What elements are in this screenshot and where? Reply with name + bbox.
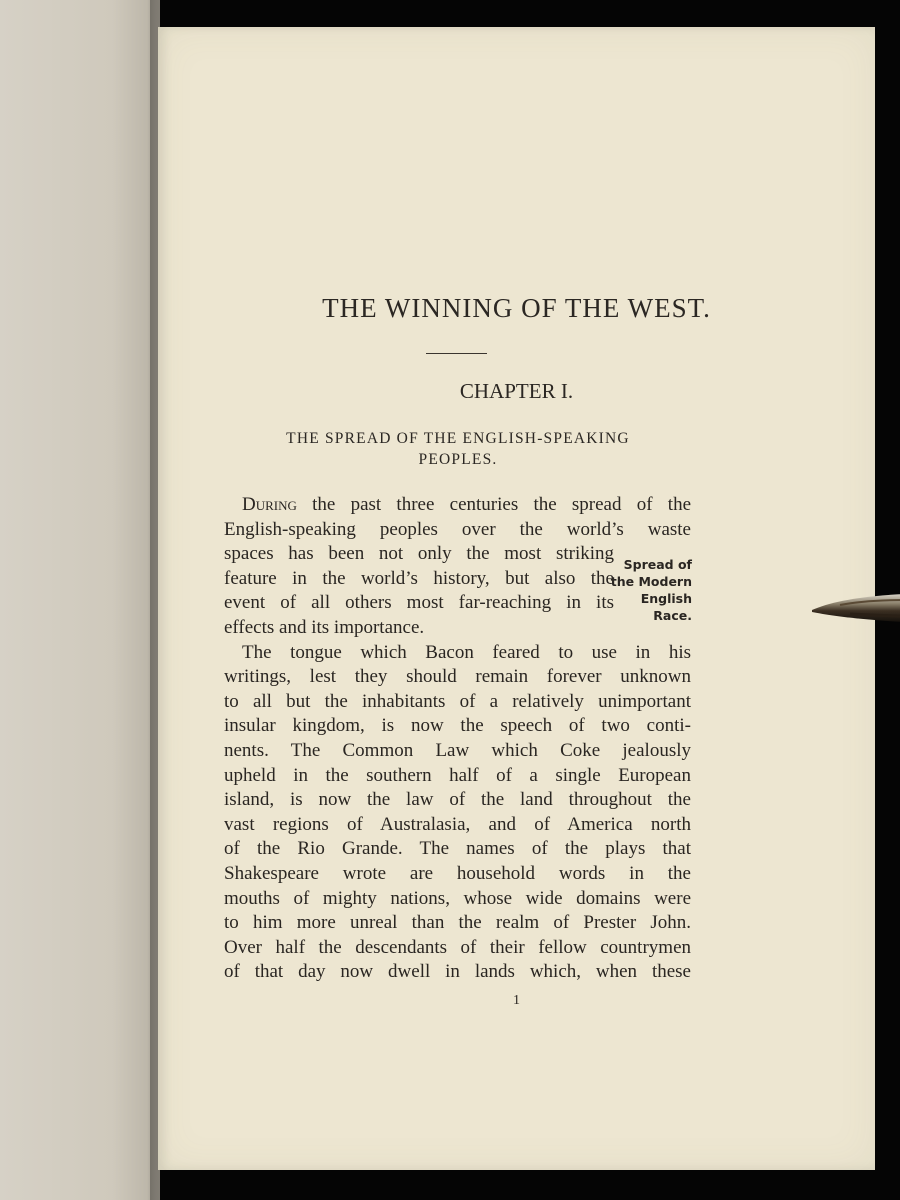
paragraph-2 [224, 641, 691, 985]
title-rule [426, 353, 487, 354]
text-line: writings, lest they should remain forever unknown [224, 666, 691, 688]
text-line: feature in the world’s history, but also the [224, 567, 614, 589]
text-line: The tongue which Bacon feared to use in his [242, 641, 691, 663]
previous-page-edge [0, 0, 160, 1200]
book-page [158, 27, 875, 1170]
text-line: insular kingdom, is now the speech of two conti- [224, 715, 691, 737]
text-line: to all but the inhabitants of a relatively unimportant [224, 690, 691, 712]
sidenote-line: English [640, 591, 692, 606]
text-line: upheld in the southern half of a single European [224, 764, 691, 786]
text-line: of the Rio Grande. The names of the plays that [224, 838, 691, 860]
text-line: English-speaking peoples over the world’s waste [224, 518, 691, 540]
book-title: THE WINNING OF THE WEST. [322, 293, 711, 323]
pen-pointer-icon [810, 588, 900, 628]
drop-word: During [242, 494, 297, 515]
text-line: effects and its importance. [224, 616, 425, 638]
chapter-heading: CHAPTER I. [459, 379, 574, 403]
text-line: Shakespeare wrote are household words in the [224, 862, 691, 884]
text-line: vast regions of Australasia, and of America north [224, 813, 691, 835]
sidenote-line: the Modern [610, 574, 692, 589]
margin-sidenote [606, 556, 692, 624]
chapter-title-line: THE SPREAD OF THE ENGLISH-SPEAKING [286, 430, 630, 447]
text-line: to him more unreal than the realm of Prester John. [224, 912, 691, 934]
text-line: event of all others most far-reaching in its [224, 592, 614, 614]
text-line: Over half the descendants of their fellow countrymen [224, 936, 691, 958]
text-line: nents. The Common Law which Coke jealously [224, 739, 691, 761]
sidenote-line: Spread of [623, 557, 692, 572]
text-line: mouths of mighty nations, whose wide domains were [224, 887, 691, 909]
text-line: spaces has been not only the most striking [224, 543, 614, 565]
text-line-rest: the past three centuries the spread of the [312, 494, 692, 515]
text-line: of that day now dwell in lands which, when these [224, 961, 691, 983]
page-number: 1 [513, 993, 520, 1008]
chapter-title-line: PEOPLES. [418, 451, 498, 468]
chapter-title [238, 428, 678, 470]
sidenote-line: Race. [653, 608, 692, 623]
text-line [224, 493, 691, 518]
text-line: island, is now the law of the land throughout the [224, 789, 691, 811]
